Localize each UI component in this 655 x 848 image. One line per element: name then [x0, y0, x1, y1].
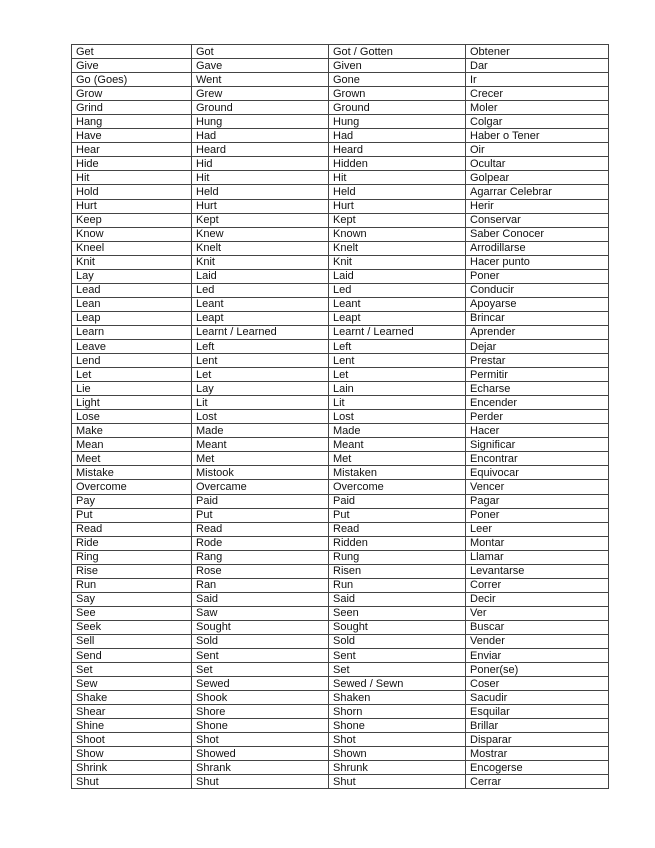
base-form-cell: Leap [72, 311, 192, 325]
past-simple-cell: Said [192, 592, 329, 606]
spanish-translation-cell: Brincar [466, 311, 609, 325]
base-form-cell: Keep [72, 213, 192, 227]
base-form-cell: Kneel [72, 241, 192, 255]
table-row [72, 73, 609, 87]
table-row [72, 339, 609, 353]
table-row [72, 213, 609, 227]
base-form-cell: Hear [72, 143, 192, 157]
past-participle-cell: Made [329, 424, 466, 438]
base-form-cell: Hit [72, 171, 192, 185]
past-simple-cell: Knew [192, 227, 329, 241]
base-form-cell: Knit [72, 255, 192, 269]
past-participle-cell: Hit [329, 171, 466, 185]
base-form-cell: Lie [72, 382, 192, 396]
past-simple-cell: Ran [192, 578, 329, 592]
spanish-translation-cell: Echarse [466, 382, 609, 396]
irregular-verbs-table [71, 44, 609, 789]
spanish-translation-cell: Ir [466, 73, 609, 87]
past-participle-cell: Grown [329, 87, 466, 101]
spanish-translation-cell: Poner [466, 269, 609, 283]
base-form-cell: Lay [72, 269, 192, 283]
table-row [72, 396, 609, 410]
table-row [72, 241, 609, 255]
spanish-translation-cell: Agarrar Celebrar [466, 185, 609, 199]
base-form-cell: Shear [72, 705, 192, 719]
past-simple-cell: Made [192, 424, 329, 438]
past-simple-cell: Heard [192, 143, 329, 157]
past-simple-cell: Got [192, 45, 329, 59]
table-row [72, 564, 609, 578]
spanish-translation-cell: Conservar [466, 213, 609, 227]
table-row [72, 494, 609, 508]
past-participle-cell: Heard [329, 143, 466, 157]
past-simple-cell: Left [192, 339, 329, 353]
past-simple-cell: Let [192, 368, 329, 382]
past-participle-cell: Knit [329, 255, 466, 269]
spanish-translation-cell: Montar [466, 536, 609, 550]
table-row [72, 719, 609, 733]
table-row [72, 185, 609, 199]
past-simple-cell: Knit [192, 255, 329, 269]
past-participle-cell: Shaken [329, 691, 466, 705]
spanish-translation-cell: Permitir [466, 368, 609, 382]
base-form-cell: Show [72, 747, 192, 761]
spanish-translation-cell: Hacer [466, 424, 609, 438]
base-form-cell: Make [72, 424, 192, 438]
past-participle-cell: Shown [329, 747, 466, 761]
spanish-translation-cell: Dejar [466, 339, 609, 353]
table-row [72, 382, 609, 396]
past-simple-cell: Lent [192, 354, 329, 368]
base-form-cell: Hide [72, 157, 192, 171]
base-form-cell: Shrink [72, 761, 192, 775]
past-participle-cell: Meant [329, 438, 466, 452]
base-form-cell: Lose [72, 410, 192, 424]
past-simple-cell: Lit [192, 396, 329, 410]
table-row [72, 354, 609, 368]
base-form-cell: Grind [72, 101, 192, 115]
past-participle-cell: Sent [329, 649, 466, 663]
past-participle-cell: Gone [329, 73, 466, 87]
past-simple-cell: Ground [192, 101, 329, 115]
past-participle-cell: Read [329, 522, 466, 536]
table-row [72, 508, 609, 522]
past-participle-cell: Lain [329, 382, 466, 396]
past-participle-cell: Given [329, 59, 466, 73]
past-simple-cell: Shrank [192, 761, 329, 775]
base-form-cell: Shake [72, 691, 192, 705]
base-form-cell: Hold [72, 185, 192, 199]
spanish-translation-cell: Coser [466, 677, 609, 691]
past-simple-cell: Grew [192, 87, 329, 101]
past-simple-cell: Mistook [192, 466, 329, 480]
spanish-translation-cell: Colgar [466, 115, 609, 129]
spanish-translation-cell: Conducir [466, 283, 609, 297]
past-participle-cell: Lit [329, 396, 466, 410]
past-simple-cell: Saw [192, 606, 329, 620]
base-form-cell: Sew [72, 677, 192, 691]
past-participle-cell: Sewed / Sewn [329, 677, 466, 691]
spanish-translation-cell: Hacer punto [466, 255, 609, 269]
table-row [72, 129, 609, 143]
base-form-cell: Lead [72, 283, 192, 297]
past-simple-cell: Knelt [192, 241, 329, 255]
spanish-translation-cell: Perder [466, 410, 609, 424]
base-form-cell: Leave [72, 339, 192, 353]
table-row [72, 775, 609, 789]
past-participle-cell: Ridden [329, 536, 466, 550]
past-simple-cell: Hid [192, 157, 329, 171]
spanish-translation-cell: Aprender [466, 325, 609, 339]
past-simple-cell: Leant [192, 297, 329, 311]
table-row [72, 536, 609, 550]
past-participle-cell: Shrunk [329, 761, 466, 775]
base-form-cell: Say [72, 592, 192, 606]
past-participle-cell: Leant [329, 297, 466, 311]
table-row [72, 45, 609, 59]
table-row [72, 649, 609, 663]
table-row [72, 269, 609, 283]
base-form-cell: Hurt [72, 199, 192, 213]
spanish-translation-cell: Correr [466, 578, 609, 592]
base-form-cell: Shine [72, 719, 192, 733]
spanish-translation-cell: Crecer [466, 87, 609, 101]
table-row [72, 171, 609, 185]
spanish-translation-cell: Poner [466, 508, 609, 522]
spanish-translation-cell: Vender [466, 634, 609, 648]
spanish-translation-cell: Cerrar [466, 775, 609, 789]
spanish-translation-cell: Significar [466, 438, 609, 452]
spanish-translation-cell: Poner(se) [466, 663, 609, 677]
table-row [72, 691, 609, 705]
spanish-translation-cell: Arrodillarse [466, 241, 609, 255]
past-participle-cell: Hung [329, 115, 466, 129]
past-simple-cell: Overcame [192, 480, 329, 494]
past-participle-cell: Sold [329, 634, 466, 648]
spanish-translation-cell: Encender [466, 396, 609, 410]
spanish-translation-cell: Enviar [466, 649, 609, 663]
spanish-translation-cell: Haber o Tener [466, 129, 609, 143]
past-simple-cell: Paid [192, 494, 329, 508]
past-participle-cell: Had [329, 129, 466, 143]
table-row [72, 761, 609, 775]
base-form-cell: Let [72, 368, 192, 382]
spanish-translation-cell: Buscar [466, 620, 609, 634]
base-form-cell: Learn [72, 325, 192, 339]
table-row [72, 550, 609, 564]
past-participle-cell: Shut [329, 775, 466, 789]
base-form-cell: Put [72, 508, 192, 522]
spanish-translation-cell: Disparar [466, 733, 609, 747]
table-row [72, 466, 609, 480]
table-row [72, 634, 609, 648]
past-simple-cell: Sought [192, 620, 329, 634]
past-simple-cell: Hit [192, 171, 329, 185]
base-form-cell: Mean [72, 438, 192, 452]
spanish-translation-cell: Encogerse [466, 761, 609, 775]
table-row [72, 438, 609, 452]
table-row [72, 410, 609, 424]
base-form-cell: Overcome [72, 480, 192, 494]
document-page [71, 44, 609, 789]
past-simple-cell: Kept [192, 213, 329, 227]
past-simple-cell: Shook [192, 691, 329, 705]
base-form-cell: Seek [72, 620, 192, 634]
base-form-cell: See [72, 606, 192, 620]
verbs-table-body [72, 45, 609, 789]
spanish-translation-cell: Llamar [466, 550, 609, 564]
past-simple-cell: Rose [192, 564, 329, 578]
past-simple-cell: Put [192, 508, 329, 522]
past-participle-cell: Kept [329, 213, 466, 227]
table-row [72, 452, 609, 466]
base-form-cell: Ride [72, 536, 192, 550]
table-row [72, 424, 609, 438]
past-participle-cell: Sought [329, 620, 466, 634]
base-form-cell: Grow [72, 87, 192, 101]
past-simple-cell: Lost [192, 410, 329, 424]
base-form-cell: Shut [72, 775, 192, 789]
past-simple-cell: Sold [192, 634, 329, 648]
past-participle-cell: Left [329, 339, 466, 353]
base-form-cell: Ring [72, 550, 192, 564]
past-participle-cell: Rung [329, 550, 466, 564]
past-participle-cell: Said [329, 592, 466, 606]
base-form-cell: Lend [72, 354, 192, 368]
table-row [72, 157, 609, 171]
past-participle-cell: Leapt [329, 311, 466, 325]
past-participle-cell: Got / Gotten [329, 45, 466, 59]
past-participle-cell: Shot [329, 733, 466, 747]
spanish-translation-cell: Equivocar [466, 466, 609, 480]
table-row [72, 480, 609, 494]
past-participle-cell: Overcome [329, 480, 466, 494]
spanish-translation-cell: Pagar [466, 494, 609, 508]
base-form-cell: Get [72, 45, 192, 59]
spanish-translation-cell: Ocultar [466, 157, 609, 171]
base-form-cell: Pay [72, 494, 192, 508]
base-form-cell: Know [72, 227, 192, 241]
spanish-translation-cell: Saber Conocer [466, 227, 609, 241]
past-participle-cell: Learnt / Learned [329, 325, 466, 339]
table-row [72, 747, 609, 761]
past-simple-cell: Shot [192, 733, 329, 747]
spanish-translation-cell: Decir [466, 592, 609, 606]
past-simple-cell: Sewed [192, 677, 329, 691]
past-simple-cell: Held [192, 185, 329, 199]
past-participle-cell: Hurt [329, 199, 466, 213]
past-participle-cell: Let [329, 368, 466, 382]
past-simple-cell: Shut [192, 775, 329, 789]
past-participle-cell: Set [329, 663, 466, 677]
past-participle-cell: Put [329, 508, 466, 522]
base-form-cell: Shoot [72, 733, 192, 747]
base-form-cell: Read [72, 522, 192, 536]
past-participle-cell: Laid [329, 269, 466, 283]
past-participle-cell: Known [329, 227, 466, 241]
table-row [72, 663, 609, 677]
table-row [72, 143, 609, 157]
spanish-translation-cell: Sacudir [466, 691, 609, 705]
past-simple-cell: Met [192, 452, 329, 466]
base-form-cell: Send [72, 649, 192, 663]
past-simple-cell: Rode [192, 536, 329, 550]
base-form-cell: Lean [72, 297, 192, 311]
past-simple-cell: Hung [192, 115, 329, 129]
past-simple-cell: Leapt [192, 311, 329, 325]
past-simple-cell: Rang [192, 550, 329, 564]
spanish-translation-cell: Vencer [466, 480, 609, 494]
table-row [72, 677, 609, 691]
table-row [72, 227, 609, 241]
past-participle-cell: Met [329, 452, 466, 466]
past-participle-cell: Seen [329, 606, 466, 620]
spanish-translation-cell: Golpear [466, 171, 609, 185]
table-row [72, 283, 609, 297]
spanish-translation-cell: Brillar [466, 719, 609, 733]
past-simple-cell: Shore [192, 705, 329, 719]
base-form-cell: Run [72, 578, 192, 592]
base-form-cell: Go (Goes) [72, 73, 192, 87]
spanish-translation-cell: Prestar [466, 354, 609, 368]
spanish-translation-cell: Encontrar [466, 452, 609, 466]
past-simple-cell: Learnt / Learned [192, 325, 329, 339]
past-simple-cell: Had [192, 129, 329, 143]
past-participle-cell: Ground [329, 101, 466, 115]
base-form-cell: Meet [72, 452, 192, 466]
table-row [72, 59, 609, 73]
spanish-translation-cell: Apoyarse [466, 297, 609, 311]
table-row [72, 522, 609, 536]
table-row [72, 87, 609, 101]
table-row [72, 705, 609, 719]
table-row [72, 325, 609, 339]
spanish-translation-cell: Esquilar [466, 705, 609, 719]
past-simple-cell: Laid [192, 269, 329, 283]
base-form-cell: Light [72, 396, 192, 410]
past-participle-cell: Mistaken [329, 466, 466, 480]
table-row [72, 199, 609, 213]
table-row [72, 368, 609, 382]
past-simple-cell: Shone [192, 719, 329, 733]
spanish-translation-cell: Levantarse [466, 564, 609, 578]
past-simple-cell: Showed [192, 747, 329, 761]
past-participle-cell: Led [329, 283, 466, 297]
past-participle-cell: Knelt [329, 241, 466, 255]
table-row [72, 115, 609, 129]
table-row [72, 592, 609, 606]
table-row [72, 101, 609, 115]
past-simple-cell: Set [192, 663, 329, 677]
base-form-cell: Hang [72, 115, 192, 129]
spanish-translation-cell: Leer [466, 522, 609, 536]
spanish-translation-cell: Ver [466, 606, 609, 620]
past-participle-cell: Held [329, 185, 466, 199]
past-participle-cell: Shorn [329, 705, 466, 719]
spanish-translation-cell: Obtener [466, 45, 609, 59]
table-row [72, 255, 609, 269]
past-participle-cell: Lost [329, 410, 466, 424]
past-participle-cell: Shone [329, 719, 466, 733]
past-participle-cell: Risen [329, 564, 466, 578]
past-simple-cell: Read [192, 522, 329, 536]
past-simple-cell: Went [192, 73, 329, 87]
past-participle-cell: Paid [329, 494, 466, 508]
past-simple-cell: Hurt [192, 199, 329, 213]
table-row [72, 733, 609, 747]
past-simple-cell: Gave [192, 59, 329, 73]
past-participle-cell: Hidden [329, 157, 466, 171]
spanish-translation-cell: Moler [466, 101, 609, 115]
past-simple-cell: Meant [192, 438, 329, 452]
base-form-cell: Have [72, 129, 192, 143]
past-simple-cell: Lay [192, 382, 329, 396]
past-participle-cell: Run [329, 578, 466, 592]
past-simple-cell: Sent [192, 649, 329, 663]
base-form-cell: Rise [72, 564, 192, 578]
table-row [72, 297, 609, 311]
past-participle-cell: Lent [329, 354, 466, 368]
base-form-cell: Set [72, 663, 192, 677]
spanish-translation-cell: Dar [466, 59, 609, 73]
table-row [72, 311, 609, 325]
spanish-translation-cell: Mostrar [466, 747, 609, 761]
base-form-cell: Sell [72, 634, 192, 648]
past-simple-cell: Led [192, 283, 329, 297]
spanish-translation-cell: Oir [466, 143, 609, 157]
base-form-cell: Mistake [72, 466, 192, 480]
table-row [72, 606, 609, 620]
table-row [72, 578, 609, 592]
spanish-translation-cell: Herir [466, 199, 609, 213]
table-row [72, 620, 609, 634]
base-form-cell: Give [72, 59, 192, 73]
